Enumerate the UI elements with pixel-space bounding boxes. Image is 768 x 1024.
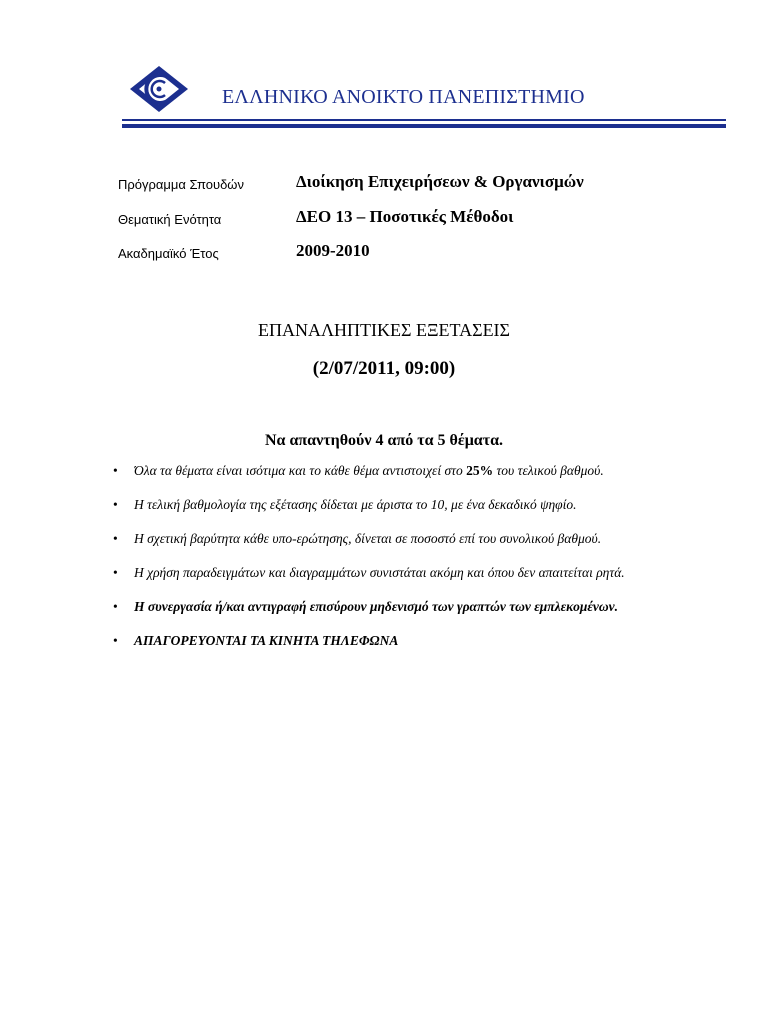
- rule-item: [113, 462, 653, 479]
- answer-instruction: Να απαντηθούν 4 από τα 5 θέματα.: [264, 432, 503, 449]
- rule-text: Η σχετική βαρύτητα κάθε υπο-ερώτησης, δίνεται σε ποσοστό επί του συνολικού βαθμού.: [134, 531, 602, 546]
- rule-item: [113, 598, 653, 615]
- exam-rules-list: [113, 462, 653, 666]
- unit-label: Θεματική Ενότητα: [118, 212, 222, 227]
- rule-text: ΑΠΑΓΟΡΕΥΟΝΤΑΙ ΤΑ ΚΙΝΗΤΑ ΤΗΛΕΦΩΝΑ: [134, 633, 399, 648]
- rule-item: [113, 530, 653, 547]
- header-divider-thick: [122, 124, 726, 128]
- rule-text: Η συνεργασία ή/και αντιγραφή επισύρουν μηδενισμό των γραπτών των εμπλεκομένων.: [134, 599, 618, 614]
- exam-date: (2/07/2011, 09:00): [312, 358, 456, 379]
- university-name: ΕΛΛΗΝΙΚΟ ΑΝΟΙΚΤΟ ΠΑΝΕΠΙΣΤΗΜΙΟ: [222, 86, 585, 108]
- program-label: Πρόγραμμα Σπουδών: [118, 177, 244, 192]
- rule-item: [113, 496, 653, 513]
- rule-percentage: 25%: [466, 463, 494, 478]
- rule-item: [113, 564, 653, 581]
- bullet-icon: •: [113, 633, 118, 648]
- bullet-icon: •: [113, 565, 118, 580]
- year-value: 2009-2010: [296, 241, 370, 260]
- year-label: Ακαδημαϊκό Έτος: [118, 246, 219, 261]
- header-divider-thin: [122, 119, 726, 121]
- rule-item: [113, 632, 653, 649]
- unit-row: [118, 207, 678, 231]
- program-row: [118, 172, 678, 196]
- year-row: [118, 241, 678, 265]
- bullet-icon: •: [113, 599, 118, 614]
- program-value: Διοίκηση Επιχειρήσεων & Οργανισμών: [296, 172, 584, 191]
- rule-text: του τελικού βαθμού.: [493, 463, 604, 478]
- rule-text: Η τελική βαθμολογία της εξέτασης δίδεται με άριστα το 10, με ένα δεκαδικό ψηφίο.: [134, 497, 577, 512]
- exam-title: ΕΠΑΝΑΛΗΠΤΙΚΕΣ ΕΞΕΤΑΣΕΙΣ: [257, 320, 511, 340]
- rule-text: Η χρήση παραδειγμάτων και διαγραμμάτων συνιστάται ακόμη και όπου δεν απαιτείται ρητά.: [134, 565, 625, 580]
- unit-value: ΔΕΟ 13 – Ποσοτικές Μέθοδοι: [296, 207, 514, 226]
- bullet-icon: •: [113, 497, 118, 512]
- university-logo-icon: [128, 64, 190, 114]
- bullet-icon: •: [113, 531, 118, 546]
- rule-text: Όλα τα θέματα είναι ισότιμα και το κάθε θέμα αντιστοιχεί στο: [134, 463, 467, 478]
- bullet-icon: •: [113, 463, 118, 478]
